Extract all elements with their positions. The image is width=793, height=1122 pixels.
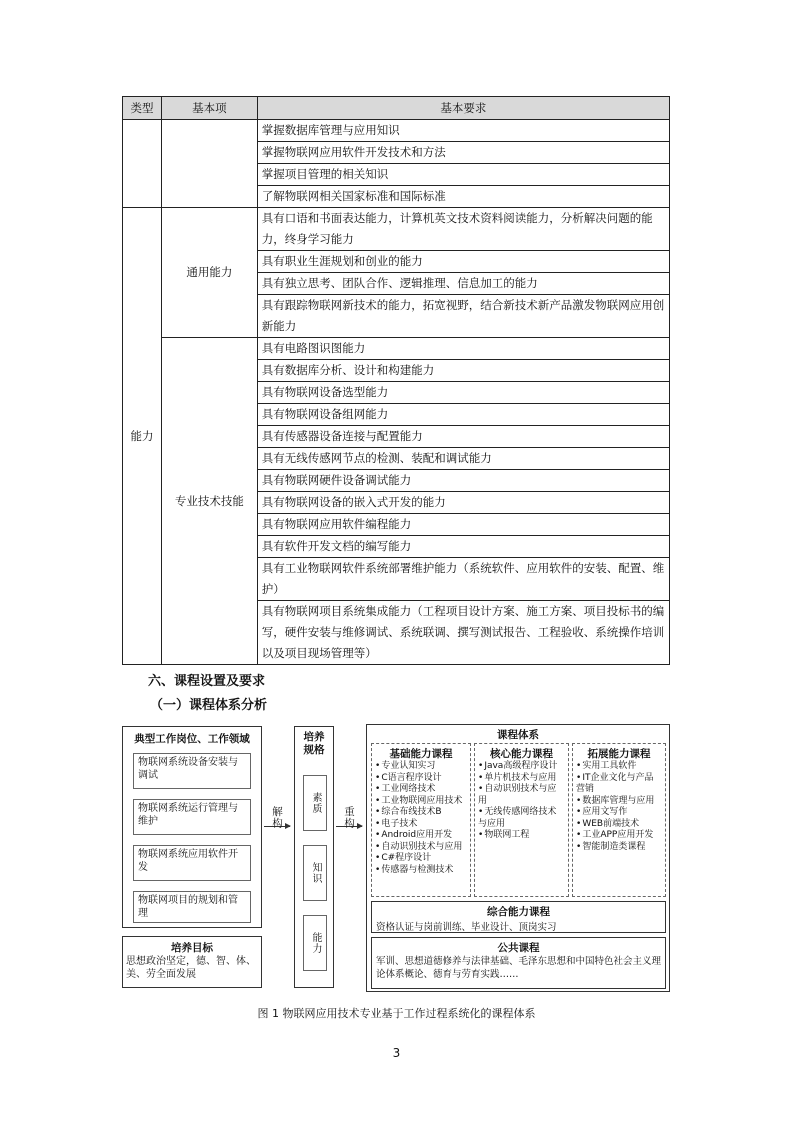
course-item: • 传感器与检测技术 [375, 865, 467, 877]
requirement-cell: 掌握项目管理的相关知识 [257, 164, 669, 186]
public-title: 公共课程 [497, 942, 540, 954]
basic-courses-panel [371, 743, 471, 897]
requirement-cell: 具有口语和书面表达能力，计算机英文技术资料阅读能力，分析解决问题的能力，终身学习能力 [257, 208, 669, 251]
course-item: • 实用工具软件 [576, 761, 662, 773]
spec-item: 素质 [303, 775, 327, 831]
requirement-cell: 具有物联网硬件设备调试能力 [257, 470, 669, 492]
basic-course-list [375, 761, 467, 876]
course-item: • 自动识别技术与应用 [478, 784, 565, 807]
goal-text: 思想政治坚定，德、智、体、美、劳全面发展 [126, 956, 256, 980]
course-item: • 应用文写作 [576, 807, 662, 819]
core-title: 核心能力课程 [490, 748, 553, 760]
requirement-cell: 具有独立思考、团队合作、逻辑推理、信息加工的能力 [257, 273, 669, 295]
course-item: • 工业APP应用开发 [576, 830, 662, 842]
requirement-cell: 掌握数据库管理与应用知识 [257, 120, 669, 142]
jobs-panel [122, 726, 262, 928]
core-course-list [478, 761, 565, 842]
course-item: • C语言程序设计 [375, 773, 467, 785]
spec-title: 培养规格 [303, 731, 325, 756]
job-item: 物联网系统设备安装与调试 [133, 753, 251, 789]
spec-item: 知识 [303, 845, 327, 901]
table-row [123, 208, 670, 251]
goal-panel [122, 936, 262, 988]
requirement-cell: 具有物联网设备组网能力 [257, 404, 669, 426]
course-item: • 物联网工程 [478, 830, 565, 842]
requirement-cell: 具有传感器设备连接与配置能力 [257, 426, 669, 448]
requirement-cell: 了解物联网相关国家标准和国际标准 [257, 186, 669, 208]
figure-caption: 图 1 物联网应用技术专业基于工作过程系统化的课程体系 [257, 1007, 536, 1020]
course-item: • C#程序设计 [375, 853, 467, 865]
course-item: • Java高级程序设计 [478, 761, 565, 773]
extension-courses-panel [572, 743, 666, 897]
curriculum-diagram [118, 720, 674, 996]
course-system-title: 课程体系 [497, 729, 539, 741]
course-item: • IT企业文化与产品营销 [576, 773, 662, 796]
comp-title: 综合能力课程 [487, 906, 550, 918]
section-heading: 六、课程设置及要求 [148, 674, 266, 689]
extension-course-list [576, 761, 662, 853]
requirement-cell: 具有工业物联网软件系统部署维护能力（系统软件、应用软件的安装、配置、维护） [257, 558, 669, 601]
requirement-cell: 具有物联网设备的嵌入式开发的能力 [257, 492, 669, 514]
spec-item: 能力 [303, 915, 327, 971]
comp-text: 资格认证与岗前训练、毕业设计、顶岗实习 [376, 922, 557, 933]
table-header-row [123, 97, 670, 120]
requirement-cell: 掌握物联网应用软件开发技术和方法 [257, 142, 669, 164]
requirement-cell: 具有跟踪物联网新技术的能力，拓宽视野，结合新技术新产品激发物联网应用创新能力 [257, 295, 669, 338]
requirement-cell: 具有物联网设备选型能力 [257, 382, 669, 404]
requirement-cell: 具有电路图识图能力 [257, 338, 669, 360]
header-item: 基本项 [161, 97, 257, 120]
header-type: 类型 [123, 97, 162, 120]
public-text: 军训、思想道德修养与法律基础、毛泽东思想和中国特色社会主义理论体系概论、德育与劳育实践…… [376, 956, 662, 980]
deconstruct-label: 解构 [271, 806, 283, 829]
course-item: • 单片机技术与应用 [478, 773, 565, 785]
requirement-cell: 具有物联网项目系统集成能力（工程项目设计方案、施工方案、项目投标书的编写，硬件安装与维修调试、系统联调、撰写测试报告、工程验收、系统操作培训以及项目现场管理等） [257, 601, 669, 665]
course-item: • 无线传感网络技术与应用 [478, 807, 565, 830]
requirement-cell: 具有软件开发文档的编写能力 [257, 536, 669, 558]
reconstruct-label: 重构 [343, 806, 355, 829]
item-cell-professional: 专业技术技能 [161, 338, 257, 665]
course-item: • 数据库管理与应用 [576, 796, 662, 808]
requirements-table [122, 96, 670, 665]
requirement-cell: 具有数据库分析、设计和构建能力 [257, 360, 669, 382]
job-item: 物联网系统运行管理与维护 [133, 799, 251, 835]
comprehensive-courses-panel [371, 901, 666, 933]
requirement-cell: 具有职业生涯规划和创业的能力 [257, 251, 669, 273]
table-row [123, 338, 670, 360]
type-cell-knowledge [123, 120, 162, 208]
item-cell-knowledge [161, 120, 257, 208]
course-item: • WEB前端技术 [576, 819, 662, 831]
subsection-heading: （一）课程体系分析 [150, 698, 268, 713]
table-row [123, 120, 670, 142]
course-item: • 智能制造类课程 [576, 842, 662, 854]
course-item: • 自动识别技术与应用 [375, 842, 467, 854]
course-item: • 工业网络技术 [375, 784, 467, 796]
spec-panel [294, 726, 334, 988]
public-courses-panel [371, 937, 666, 989]
requirement-cell: 具有物联网应用软件编程能力 [257, 514, 669, 536]
job-item: 物联网项目的规划和管理 [133, 891, 251, 923]
basic-title: 基础能力课程 [389, 748, 453, 760]
course-item: • Android应用开发 [375, 830, 467, 842]
course-item: • 专业认知实习 [375, 761, 467, 773]
page-number: 3 [392, 1046, 401, 1060]
course-item: • 电子技术 [375, 819, 467, 831]
type-cell-ability: 能力 [123, 208, 162, 665]
ext-title: 拓展能力课程 [587, 748, 651, 760]
jobs-title: 典型工作岗位、工作领域 [134, 733, 250, 745]
item-cell-general: 通用能力 [161, 208, 257, 338]
header-requirement: 基本要求 [257, 97, 669, 120]
job-item: 物联网系统应用软件开发 [133, 845, 251, 881]
goal-title: 培养目标 [171, 942, 213, 954]
requirement-cell: 具有无线传感网节点的检测、装配和调试能力 [257, 448, 669, 470]
course-item: • 综合布线技术B [375, 807, 467, 819]
course-item: • 工业物联网应用技术 [375, 796, 467, 808]
course-system-panel [366, 724, 670, 992]
core-courses-panel [474, 743, 569, 897]
